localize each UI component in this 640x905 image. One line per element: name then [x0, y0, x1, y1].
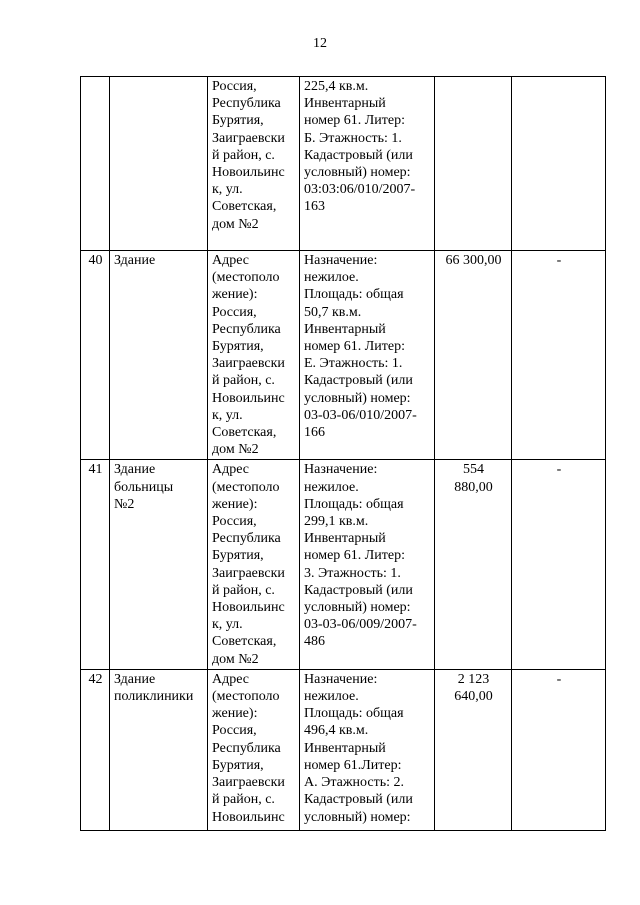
- property-registry-table: [80, 76, 606, 831]
- table-row: [81, 669, 606, 830]
- object-name-cell: [110, 77, 208, 251]
- object-name-cell: Здание поликлиники: [110, 669, 208, 830]
- description-cell: Назначение: нежилое. Площадь: общая 50,7 кв.м. Инвентарный номер 61. Литер: Е. Этажность: 1. Кадастровый (или условный) номер: 03-03-06/010/2007- 166: [300, 251, 435, 460]
- address-cell: Адрес (местополо жение): Россия, Республика Бурятия, Заиграевски й район, с. Новоильинс к, ул. Советская, дом №2: [208, 251, 300, 460]
- cost-cell: 2 123 640,00: [435, 669, 512, 830]
- note-cell: -: [512, 251, 606, 460]
- row-number-cell: 40: [81, 251, 110, 460]
- page-number: 12: [313, 36, 327, 51]
- row-number-cell: 41: [81, 460, 110, 669]
- table-row: [81, 251, 606, 460]
- address-cell: Адрес (местополо жение): Россия, Республика Бурятия, Заиграевски й район, с. Новоильинс: [208, 669, 300, 830]
- note-cell: -: [512, 460, 606, 669]
- table-row: [81, 77, 606, 251]
- row-number-cell: 42: [81, 669, 110, 830]
- cost-cell: [435, 77, 512, 251]
- address-cell: Россия, Республика Бурятия, Заиграевски й район, с. Новоильинс к, ул. Советская, дом №2: [208, 77, 300, 251]
- address-cell: Адрес (местополо жение): Россия, Республика Бурятия, Заиграевски й район, с. Новоильинс к, ул. Советская, дом №2: [208, 460, 300, 669]
- description-cell: 225,4 кв.м. Инвентарный номер 61. Литер: Б. Этажность: 1. Кадастровый (или условный) номер: 03:03:06/010/2007- 163: [300, 77, 435, 251]
- object-name-cell: Здание: [110, 251, 208, 460]
- table-row: [81, 460, 606, 669]
- object-name-cell: Здание больницы №2: [110, 460, 208, 669]
- cost-cell: 66 300,00: [435, 251, 512, 460]
- note-cell: -: [512, 669, 606, 830]
- description-cell: Назначение: нежилое. Площадь: общая 496,4 кв.м. Инвентарный номер 61.Литер: А. Этажность: 2. Кадастровый (или условный) номер:: [300, 669, 435, 830]
- row-number-cell: [81, 77, 110, 251]
- cost-cell: 554 880,00: [435, 460, 512, 669]
- description-cell: Назначение: нежилое. Площадь: общая 299,1 кв.м. Инвентарный номер 61. Литер: 3. Этажность: 1. Кадастровый (или условный) номер: 03-03-06/009/2007- 486: [300, 460, 435, 669]
- note-cell: [512, 77, 606, 251]
